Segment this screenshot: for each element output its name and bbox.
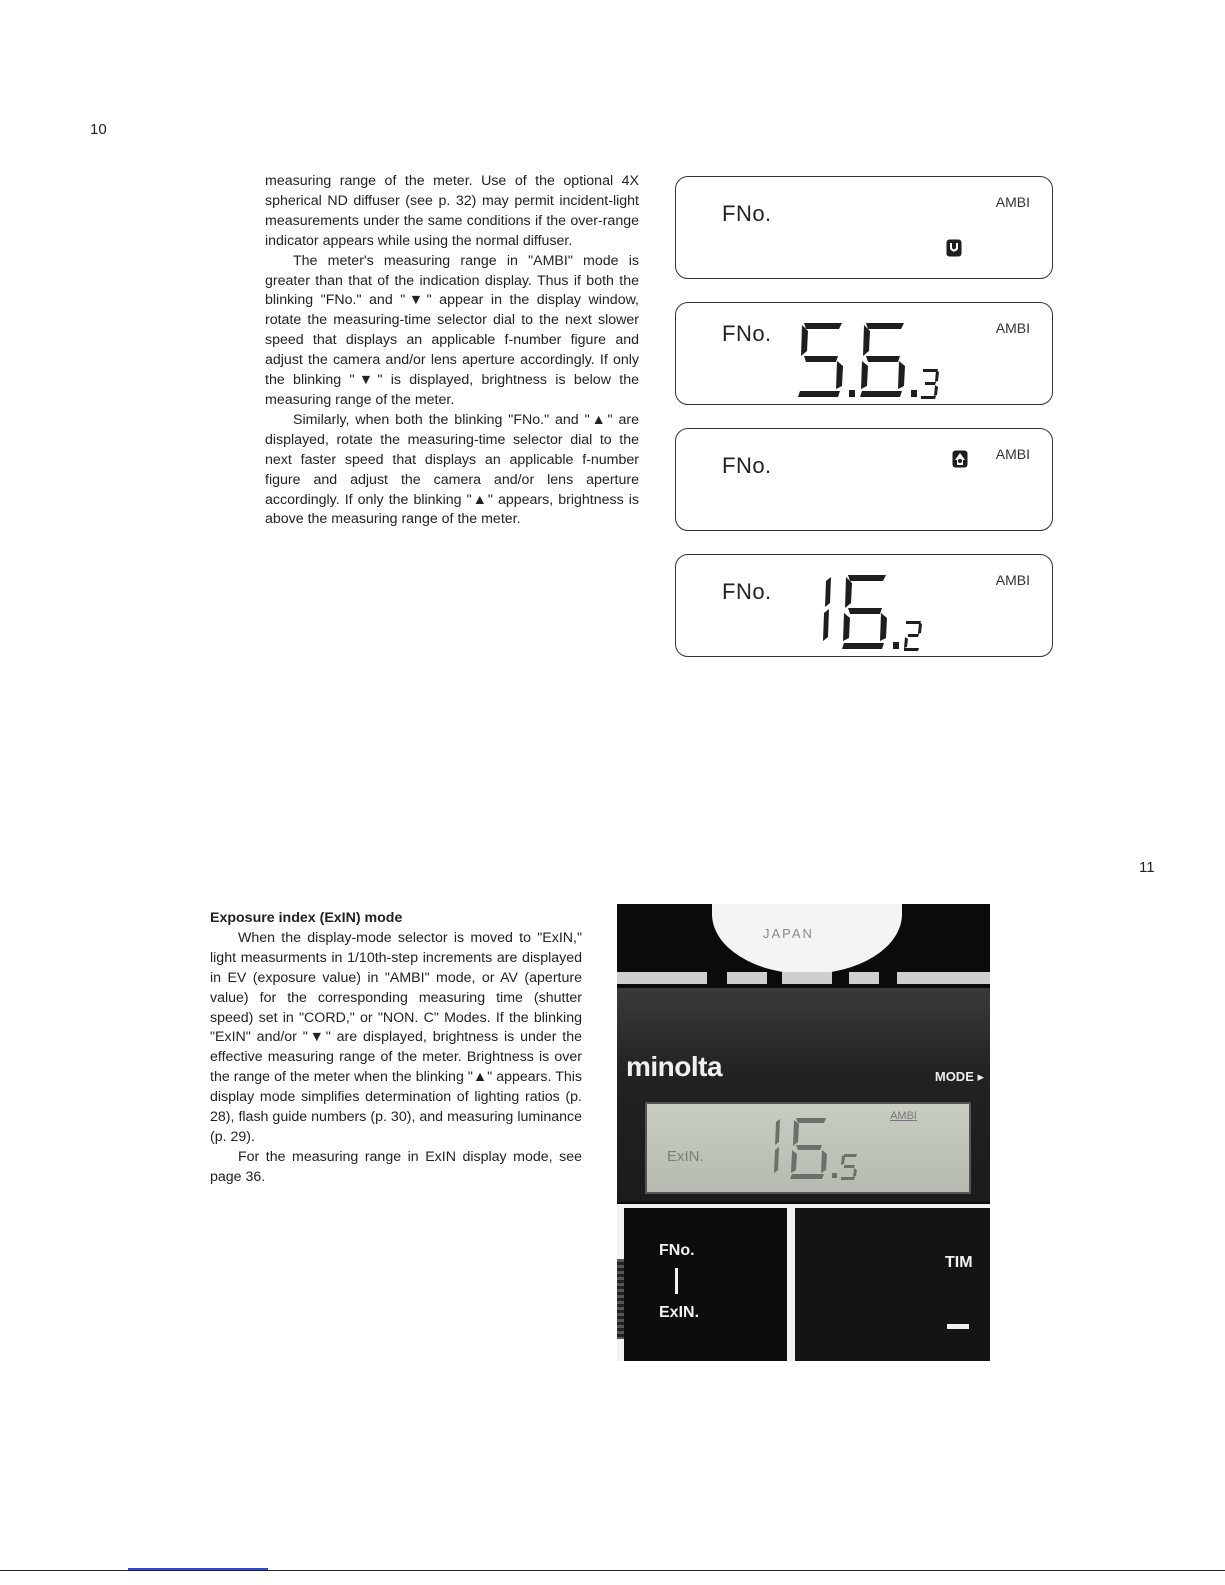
time-panel: [795, 1208, 990, 1361]
paragraph-under-range: The meter's measuring range in "AMBI" mode is greater than that of the indication display. Thus if both the blinking "FNo." and "▼" appear in the display window, rotate the measuring-time selector dial to the next slower speed that displays an applicable f-number figure and adjust the camera and/or lens aperture accordingly. If only the blinking "▼" is displayed, brightness is below the measuring range of the meter.: [265, 252, 639, 408]
time-label: TIM: [945, 1254, 973, 1271]
japan-marking: JAPAN: [763, 926, 814, 941]
switch-fno-label: FNo.: [659, 1242, 695, 1259]
meter-lcd-window: [645, 1102, 971, 1194]
switch-grip: [617, 1259, 624, 1339]
ambi-label: AMBI: [995, 446, 1030, 462]
lcd-display-f16: [675, 554, 1053, 657]
ambi-label: AMBI: [995, 320, 1030, 336]
meter-photo: [617, 904, 990, 1361]
paragraph-range-continuation: measuring range of the meter. Use of the optional 4X spherical ND diffuser (see p. 32) may permit incident-light measurements under the same conditions if the over-range indicator appears while using the normal diffuser.: [265, 173, 639, 249]
fno-label: FNo.: [722, 579, 772, 604]
page-number-right: 11: [1139, 859, 1155, 876]
lcd-display-f56: [675, 302, 1053, 405]
ambi-label: AMBI: [995, 194, 1030, 210]
fnumber-reading-5-6-3: [796, 311, 966, 401]
lcd-ambi-label: AMBI: [890, 1110, 917, 1122]
paragraph-exin-mode: When the display-mode selector is moved to "ExIN," light measurments in 1/10th-step increments are displayed in EV (exposure value) in "AMBI" mode, or AV (aperture value) for the corresponding measuring time (shutter speed) set in "CORD," or "NON. C" Modes. If the blinking "ExIN" and/or "▼" are displayed, brightness is under the effective measuring range of the meter. Brightness is over the range of the meter when the blinking "▲" appears. This display mode simplifies determination of lighting ratios (p. 28), flash guide numbers (p. 30), and measuring luminance (p. 29).: [210, 929, 582, 1145]
panel-seam: [782, 972, 832, 984]
time-dash: [947, 1324, 969, 1329]
lcd-exin-label: ExIN.: [667, 1148, 704, 1165]
exin-text-column: [210, 909, 582, 1188]
lcd-display-under-range: [675, 176, 1053, 279]
page-number-left: 10: [90, 121, 107, 138]
over-range-icon: [952, 450, 968, 468]
panel-seam: [727, 972, 767, 984]
panel-seam: [849, 972, 879, 984]
footer-link-underline[interactable]: [128, 1568, 268, 1570]
range-text-column: [265, 172, 639, 530]
ambi-label: AMBI: [995, 572, 1030, 588]
minolta-logo: minolta: [626, 1051, 723, 1082]
lcd-display-over-range: [675, 428, 1053, 531]
fno-exin-switch-panel: [624, 1208, 787, 1361]
fno-label: FNo.: [722, 453, 772, 478]
fnumber-reading-16-2: [796, 563, 966, 653]
switch-exin-label: ExIN.: [659, 1304, 700, 1321]
panel-seam: [897, 972, 990, 984]
paragraph-exin-range-ref: For the measuring range in ExIN display mode, see page 36.: [210, 1148, 582, 1185]
fno-label: FNo.: [722, 321, 772, 346]
switch-indicator-bar: [675, 1268, 678, 1294]
lcd-reading-16-5: [762, 1112, 882, 1182]
paragraph-over-range: Similarly, when both the blinking "FNo." and "▲" are displayed, rotate the measuring-time selector dial to the next faster speed that displays an applicable f-number figure and adjust the camera and/or lens aperture accordingly. If only the blinking "▲" appears, brightness is above the measuring range of the meter.: [265, 411, 639, 528]
under-range-icon: [946, 239, 962, 257]
section-heading-exin: Exposure index (ExIN) mode: [210, 910, 403, 926]
footer-rule: [0, 1570, 1225, 1571]
panel-seam: [617, 972, 707, 984]
fno-label: FNo.: [722, 201, 772, 226]
mode-label: MODE ▸: [934, 1069, 984, 1084]
